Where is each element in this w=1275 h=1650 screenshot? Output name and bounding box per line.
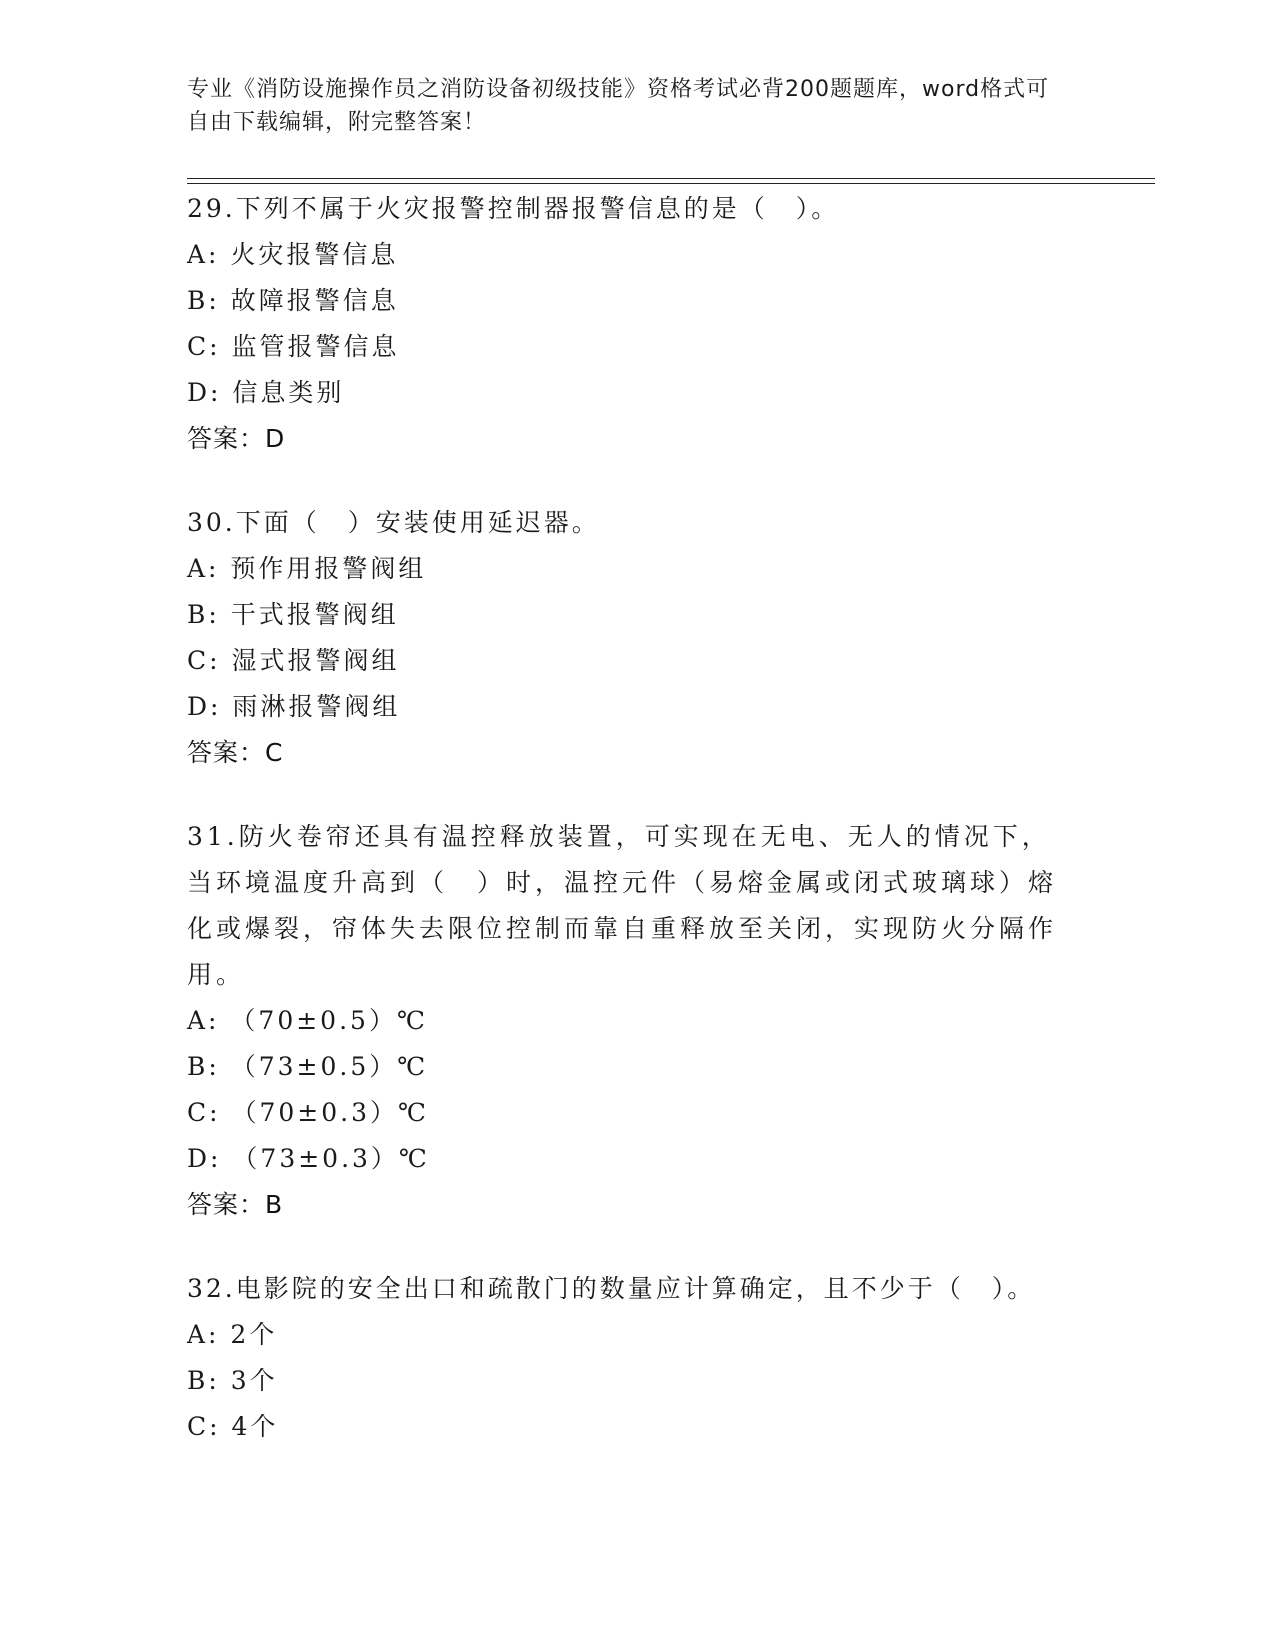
option-b: B: 3个 <box>187 1366 278 1395</box>
option-a: A: 火灾报警信息 <box>187 240 399 269</box>
option-c: C: 监管报警信息 <box>187 332 400 361</box>
answer-label: 答案：B <box>187 1190 284 1219</box>
answer-label: 答案：D <box>187 424 286 453</box>
option-d: D: 雨淋报警阀组 <box>187 692 401 721</box>
question-31 <box>187 814 1087 1228</box>
option-d: D: （73±0.3）℃ <box>187 1144 430 1173</box>
question-list <box>187 186 1087 1488</box>
document-header: 专业《消防设施操作员之消防设备初级技能》资格考试必背200题题库，word格式可自由下载编辑，附完整答案！ <box>187 77 1050 135</box>
option-c: C: 4个 <box>187 1412 279 1441</box>
question-stem: 31.防火卷帘还具有温控释放装置，可实现在无电、无人的情况下，当环境温度升高到（ ）时，温控元件（易熔金属或闭式玻璃球）熔化或爆裂，帘体失去限位控制而靠自重释放至关闭，实现防火分隔作用。 <box>187 822 1058 989</box>
question-30 <box>187 500 1087 776</box>
option-b: B: 故障报警信息 <box>187 286 399 315</box>
header-divider-top <box>187 178 1155 179</box>
option-a: A: （70±0.5）℃ <box>187 1006 428 1035</box>
answer-label: 答案：C <box>187 738 284 767</box>
option-c: C: 湿式报警阀组 <box>187 646 400 675</box>
question-stem: 30.下面（ ）安装使用延迟器。 <box>187 508 600 537</box>
question-stem: 32.电影院的安全出口和疏散门的数量应计算确定，且不少于（ ）。 <box>187 1274 1036 1303</box>
option-a: A: 2个 <box>187 1320 278 1349</box>
option-b: B: 干式报警阀组 <box>187 600 399 629</box>
option-a: A: 预作用报警阀组 <box>187 554 427 583</box>
header-divider-bottom <box>187 183 1155 184</box>
question-stem: 29.下列不属于火灾报警控制器报警信息的是（ ）。 <box>187 194 840 223</box>
option-d: D: 信息类别 <box>187 378 345 407</box>
question-29 <box>187 186 1087 462</box>
option-b: B: （73±0.5）℃ <box>187 1052 429 1081</box>
question-32 <box>187 1266 1087 1450</box>
option-c: C: （70±0.3）℃ <box>187 1098 429 1127</box>
